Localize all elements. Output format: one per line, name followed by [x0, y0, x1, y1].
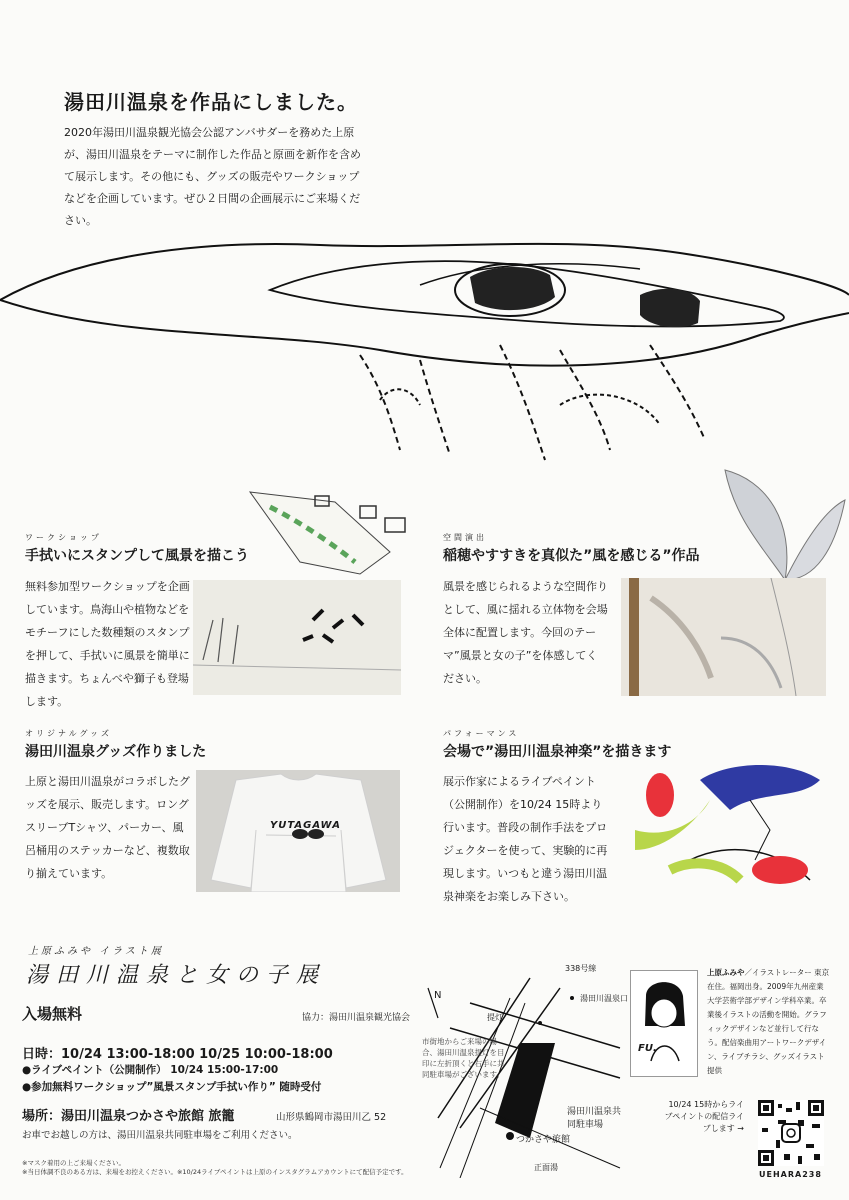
space-title: 稲穂やすすきを真似た”風を感じる”作品 — [443, 548, 700, 564]
workshop-body: 無料参加型ワークショップを企画しています。鳥海山や植物などをモチーフにした数種類のスタンプを押して、手拭いに風景を簡単に描きます。ちょんべや獅子も登場します。 — [25, 580, 190, 708]
map-inn: つかさや旅館 — [516, 1135, 571, 1145]
avatar — [630, 970, 698, 1077]
tshirt-text: YUTAGAWA — [270, 820, 341, 831]
profile-text: ／イラストレーター 東京在住。福岡出身。2009年九州産業大学芸術学部デザイン学科卒業。卒業後イラストの活動を開始。グラフィックデザインなど並行して行なう。配信楽曲用アートワークデザイン、ライブチラシ、グッズイラスト提供 — [707, 968, 830, 1075]
map-north: N — [434, 990, 442, 1001]
workshop-kicker: ワークショップ — [25, 533, 102, 542]
workshop-photo — [193, 580, 401, 695]
goods-title: 湯田川温泉グッズ作りました — [25, 744, 207, 760]
venue-address: 山形県鶴岡市湯田川乙 52 — [276, 1112, 387, 1123]
map-directions: 市街地からご来場の場合、湯田川温泉提灯を目印に左折頂くと右手に共同駐車場がございます。 — [422, 1037, 505, 1079]
performance-kicker: パフォーマンス — [443, 729, 520, 738]
space-kicker: 空間演出 — [443, 533, 487, 542]
note-health: ※当日体調不良のある方は、来場をお控えください。※10/24ライブペイントは上原のインスタグラムアカウントにて配信予定です。 — [22, 1168, 408, 1176]
venue-label: 場所：湯田川温泉つかさや旅館 旅籠 — [22, 1109, 235, 1124]
space-photo — [621, 578, 826, 696]
goods-body: 上原と湯田川温泉がコラボしたグッズを展示、販売します。ロングスリーブTシャツ、パーカー、風呂桶用のステッカーなど、複数取り揃えています。 — [25, 775, 190, 880]
workshop-title: 手拭いにスタンプして風景を描こう — [25, 548, 249, 564]
parking-note: お車でお越しの方は、湯田川温泉共同駐車場をご利用ください。 — [22, 1130, 298, 1141]
kagura-illustration — [630, 760, 830, 900]
logo-small: 上原ふみや イラスト展 — [28, 946, 164, 957]
logo-main: 湯田川温泉と女の子展 — [26, 963, 327, 988]
dates: 日時：10/24 13:00-18:00 10/25 10:00-18:00 — [22, 1047, 333, 1062]
cooperation: 協力：湯田川温泉観光協会 — [302, 1013, 411, 1023]
map-route: 338号線 — [565, 964, 597, 973]
tenugui-drawing — [240, 482, 420, 582]
profile-name: 上原ふみや — [707, 968, 745, 977]
tshirt-photo — [196, 770, 400, 892]
map-parking: 湯田川温泉共同駐車場 — [567, 1107, 622, 1130]
intro-text: 2020年湯田川温泉観光協会公認アンバサダーを務めた上原が、湯田川温泉をテーマに制作した作品と原画を新作を含めて展示します。その他にも、グッズの販売やワークショップなどを企画しています。ぜひ２日間の企画展示にご来場ください。 — [64, 126, 361, 227]
performance-title: 会場で”湯田川温泉神楽”を描きます — [443, 744, 672, 760]
stream-note: 10/24 15時からライブペイントの配信ライブします → — [664, 1100, 744, 1133]
space-body: 風景を感じられるような空間作りとして、風に揺れる立体物を会場全体に配置します。今回のテーマ”風景と女の子”を体感してください。 — [443, 580, 608, 685]
profile-bio — [707, 966, 831, 1078]
instagram-handle: UEHARA238 — [759, 1170, 822, 1179]
map-entrance: 湯田川温泉口 — [580, 994, 628, 1003]
workshop-time: ●参加無料ワークショップ”風景スタンプ手拭い作り” 随時受付 — [22, 1081, 322, 1093]
note-mask: ※マスク着用の上ご来場ください。 — [22, 1159, 125, 1167]
hero-illustration — [0, 235, 849, 475]
qr-code[interactable] — [758, 1100, 824, 1166]
performance-body: 展示作家によるライブペイント（公開制作）を10/24 15時より行います。普段の制作手法をプロジェクターを使って、実験的に再現します。いつもと違う湯田川温泉神楽をお楽しみ下さい。 — [443, 775, 608, 903]
avatar-signature: FU. — [638, 1043, 657, 1054]
map-shomen: 正面湯 — [534, 1163, 558, 1172]
page-title: 湯田川温泉を作品にしました。 — [64, 90, 358, 114]
admission-free: 入場無料 — [22, 1005, 83, 1023]
goods-kicker: オリジナルグッズ — [25, 729, 113, 738]
map-lantern: 提灯 — [487, 1013, 503, 1022]
live-paint-time: ●ライブペイント（公開制作） 10/24 15:00-17:00 — [22, 1064, 279, 1076]
